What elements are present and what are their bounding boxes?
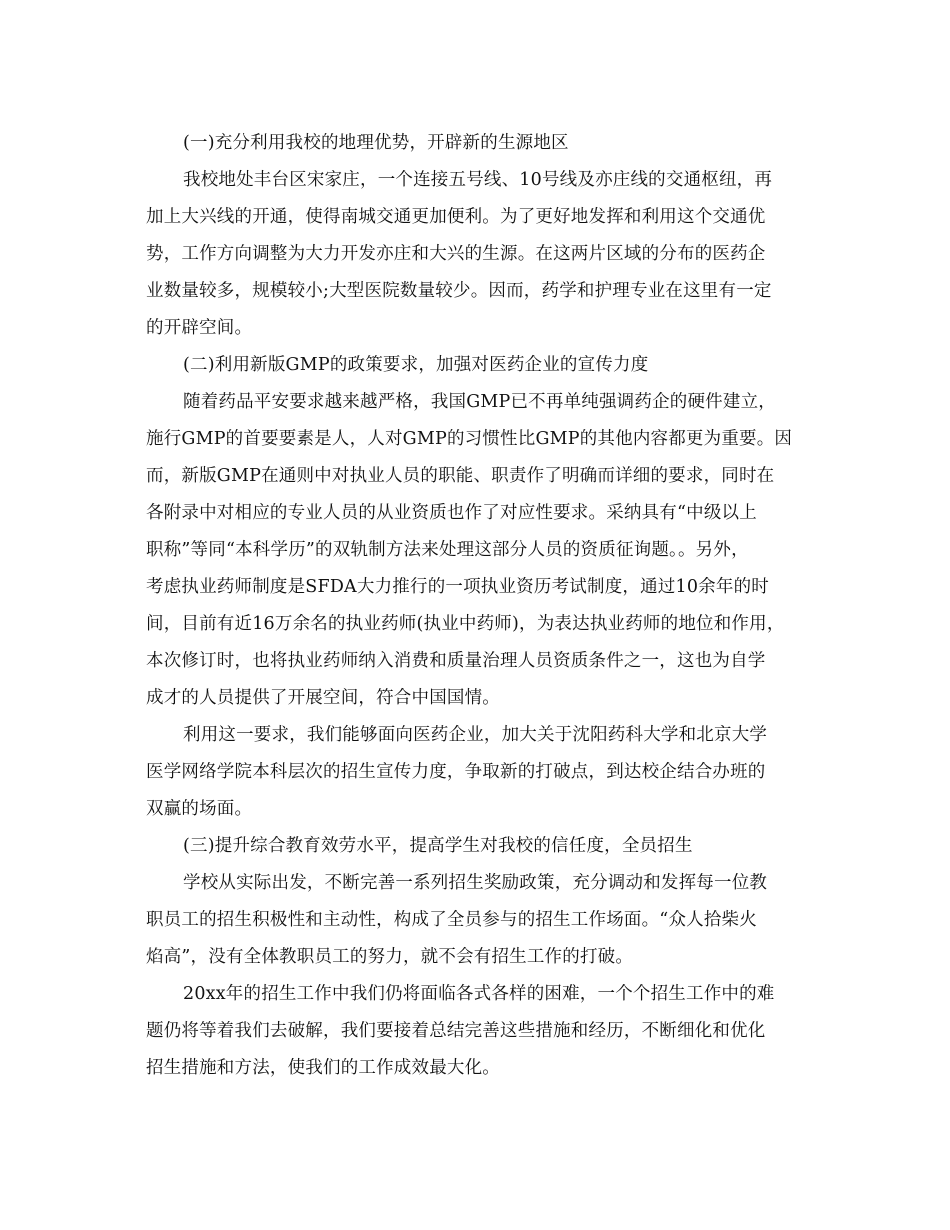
paragraph-line: 施行GMP的首要要素是人，人对GMP的习惯性比GMP的其他内容都更为重要。因	[146, 429, 793, 449]
paragraph-line: 本次修订时，也将执业药师纳入消费和质量治理人员资质条件之一，这也为自学	[146, 651, 766, 671]
paragraph-line: 招生措施和方法，使我们的工作成效最大化。	[146, 1058, 500, 1078]
paragraph-line: 成才的人员提供了开展空间，符合中国国情。	[146, 688, 500, 708]
paragraph-line: 医学网络学院本科层次的招生宣传力度，争取新的打破点，到达校企结合办班的	[146, 762, 766, 782]
heading-section-1: (一)充分利用我校的地理优势，开辟新的生源地区	[183, 133, 569, 153]
paragraph-line: 考虑执业药师制度是SFDA大力推行的一项执业资历考试制度，通过10余年的时	[146, 577, 769, 597]
paragraph-line: 题仍将等着我们去破解，我们要接着总结完善这些措施和经历，不断细化和优化	[146, 1021, 766, 1041]
heading-section-3: (三)提升综合教育效劳水平，提高学生对我校的信任度，全员招生	[183, 836, 693, 856]
paragraph-line: 学校从实际出发，不断完善一系列招生奖励政策，充分调动和发挥每一位教	[183, 873, 768, 893]
paragraph-line: 随着药品平安要求越来越严格，我国GMP已不再单纯强调药企的硬件建立，	[183, 392, 776, 412]
paragraph-line: 职称”等同“本科学历”的双轨制方法来处理这部分人员的资质征询题。。另外，	[146, 540, 749, 560]
paragraph-line: 职员工的招生积极性和主动性，构成了全员参与的招生工作场面。“众人拾柴火	[146, 910, 757, 930]
paragraph-line: 20xx年的招生工作中我们仍将面临各式各样的困难，一个个招生工作中的难	[183, 984, 775, 1004]
paragraph-line: 我校地处丰台区宋家庄，一个连接五号线、10号线及亦庄线的交通枢纽，再	[183, 170, 773, 190]
paragraph-line: 业数量较多，规模较小;大型医院数量较少。因而，药学和护理专业在这里有一定	[146, 281, 772, 301]
paragraph-line: 的开辟空间。	[146, 318, 253, 338]
paragraph-line: 间，目前有近16万余名的执业药师(执业中药师)，为表达执业药师的地位和作用，	[146, 614, 785, 634]
paragraph-line: 焰高”，没有全体教职员工的努力，就不会有招生工作的打破。	[146, 947, 634, 967]
paragraph-line: 加上大兴线的开通，使得南城交通更加便利。为了更好地发挥和利用这个交通优	[146, 207, 766, 227]
heading-section-2: (二)利用新版GMP的政策要求，加强对医药企业的宣传力度	[183, 355, 649, 375]
paragraph-line: 利用这一要求，我们能够面向医药企业，加大关于沈阳药科大学和北京大学	[183, 725, 768, 745]
paragraph-line: 势，工作方向调整为大力开发亦庄和大兴的生源。在这两片区域的分布的医药企	[146, 244, 766, 264]
paragraph-line: 双赢的场面。	[146, 799, 253, 819]
paragraph-line: 各附录中对相应的专业人员的从业资质也作了对应性要求。采纳具有“中级以上	[146, 503, 757, 523]
paragraph-line: 而，新版GMP在通则中对执业人员的职能、职责作了明确而详细的要求，同时在	[146, 466, 775, 486]
